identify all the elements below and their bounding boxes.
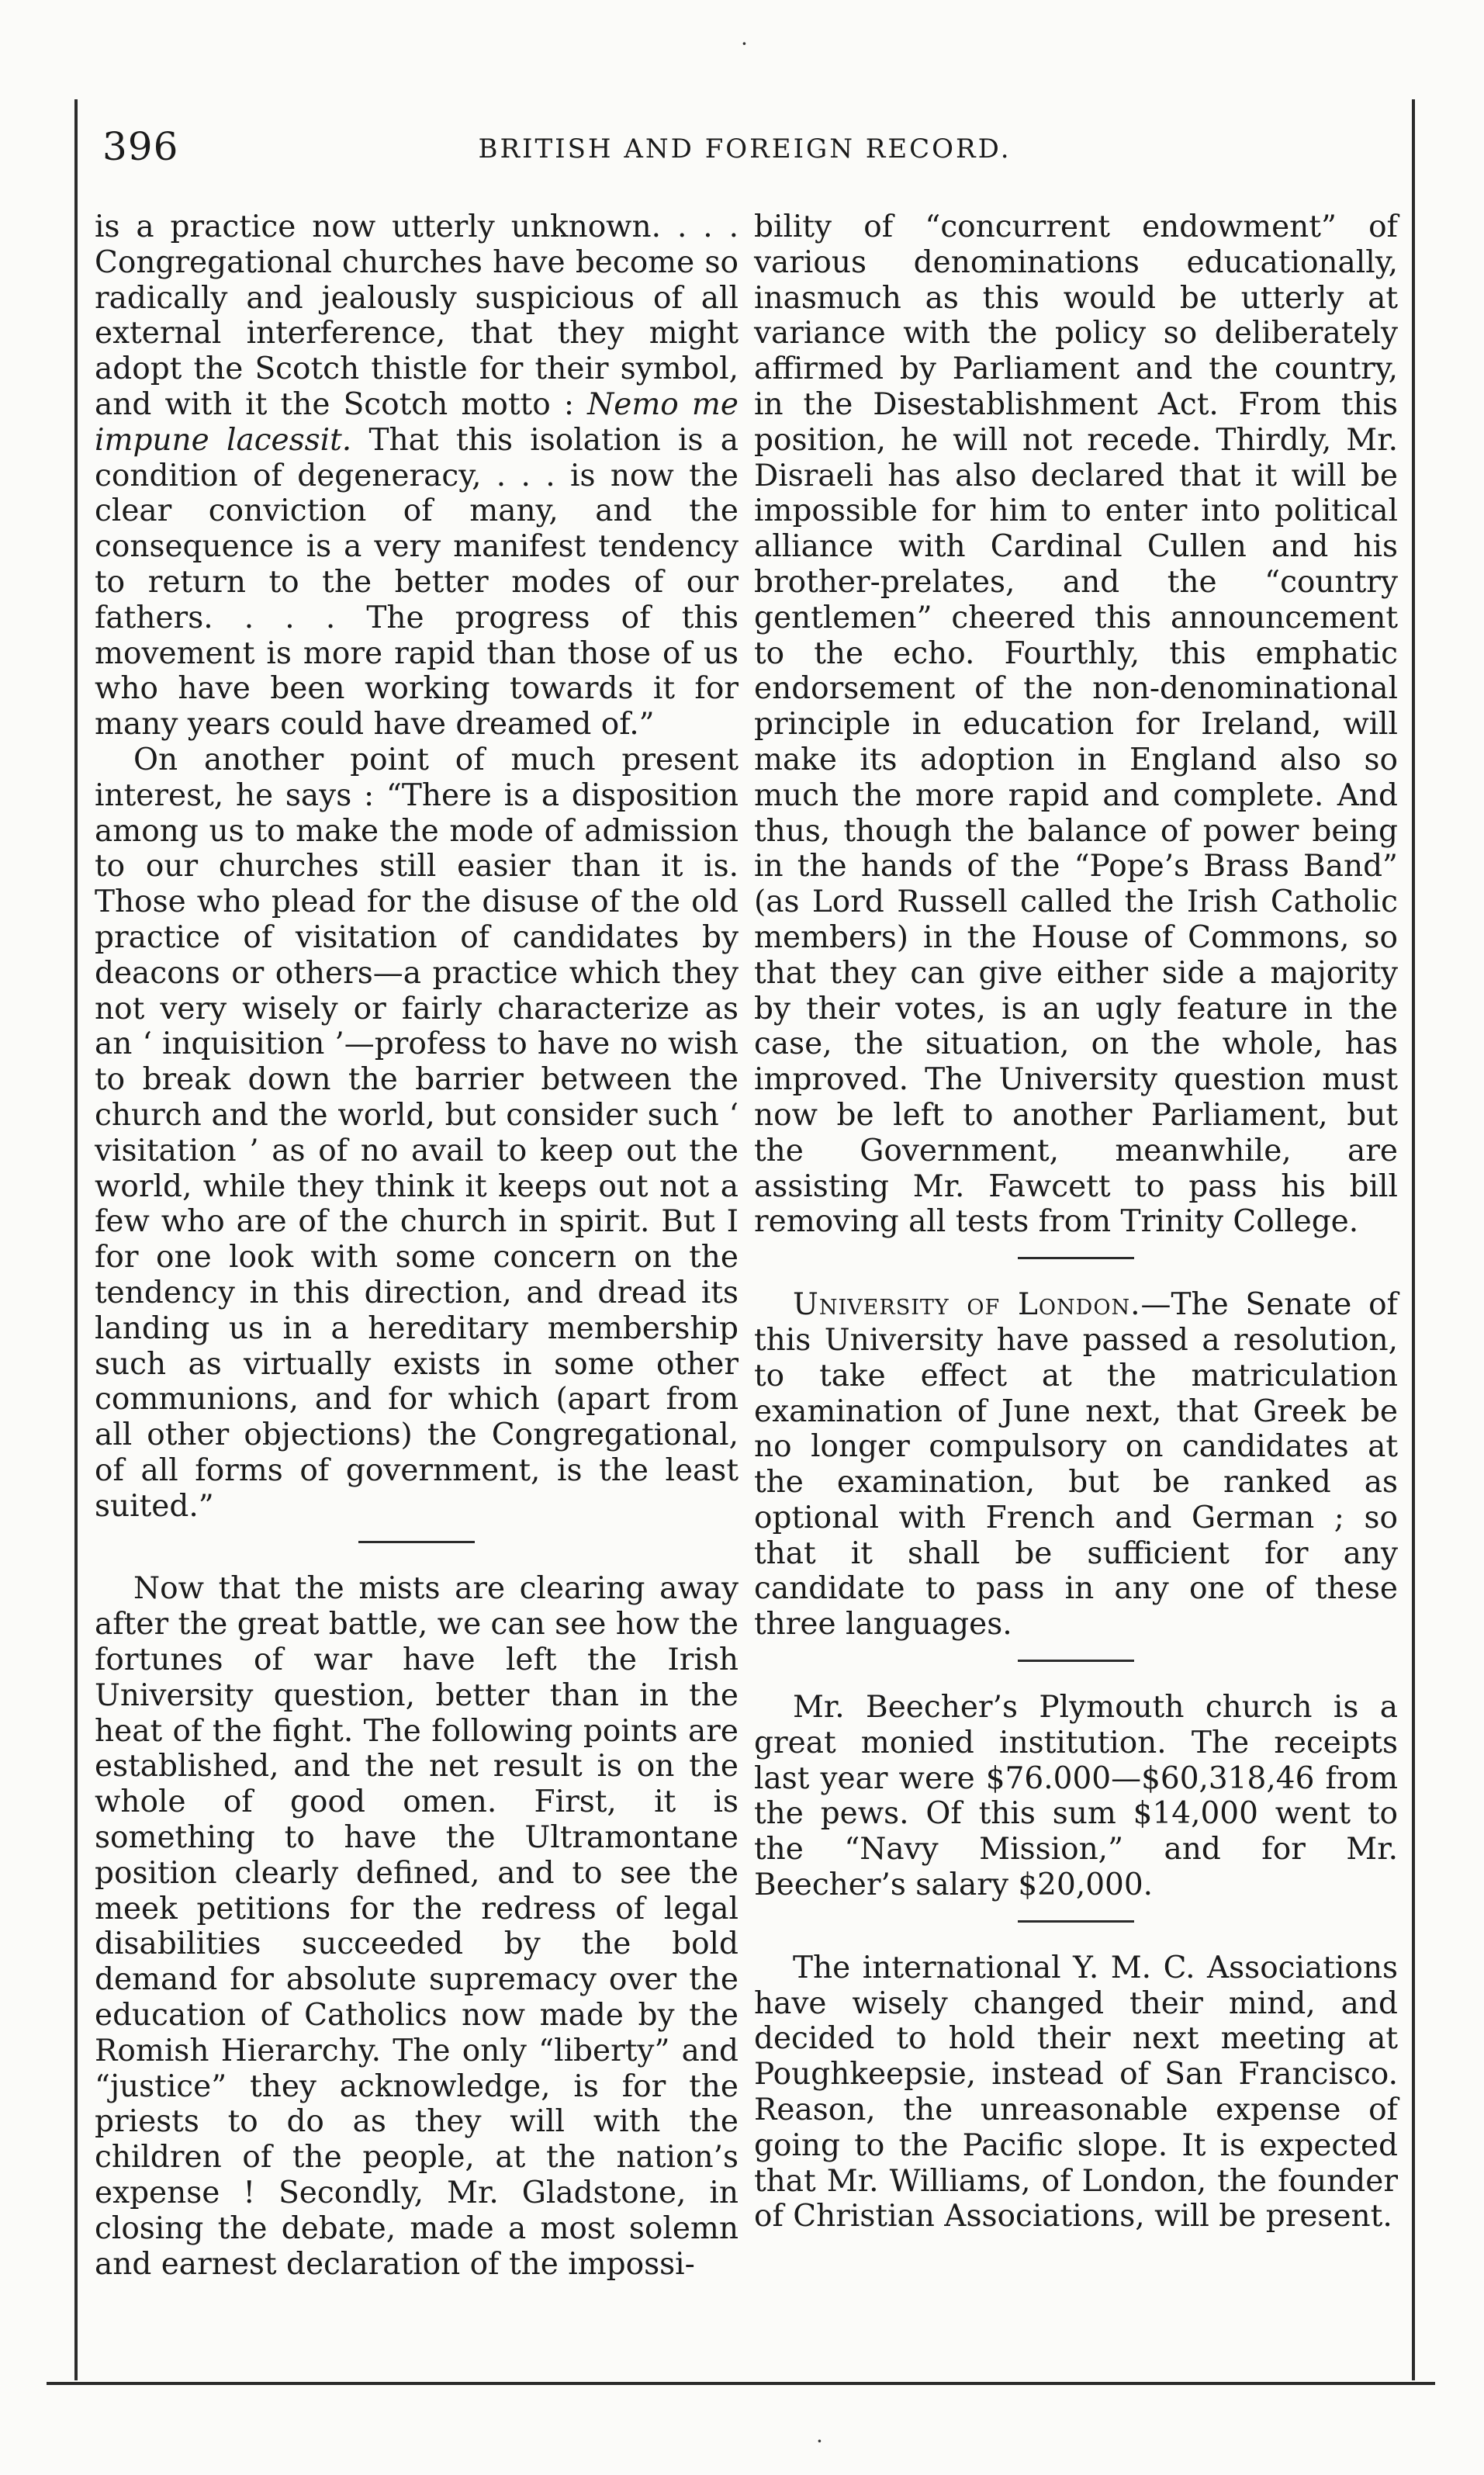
latin-motto: Nemo me impune lacessit. [95, 386, 739, 458]
section-heading-university-of-london: University of London. [793, 1287, 1141, 1323]
left-paragraph-1-text: is a practice now utterly unknown. . . . Congregational churches have become so radically and jealously suspicious of all external interference, that they might adopt the Scotch thistle for their symbol, and with it the Scotch motto : [95, 209, 739, 422]
page-number: 396 [102, 124, 179, 169]
right-paragraph-2-text: —The Senate of this University have passed a resolution, to take effect at the matriculation examination of June next, that Greek be no longer compulsory on candidates at the examination, but be ranked as optional with French and German ; so that it shall be sufficient for any candidate to pass in any one of these three languages. [754, 1287, 1398, 1642]
page-frame [74, 99, 1415, 2380]
running-head: BRITISH AND FOREIGN RECORD. [478, 133, 1012, 164]
page-bottom-rule [47, 2382, 1435, 2385]
right-paragraph-4: The international Y. M. C. Associations have wisely changed their mind, and decided to hold their next meeting at Poughkeepsie, instead of San Francisco. Reason, the unreasonable expense of going to the Pacific slope. It is expected that Mr. Williams, of London, the founder of Christian Associations, will be present. [754, 1950, 1398, 2234]
left-paragraph-1-rest: That this isolation is a condition of degeneracy, . . . is now the clear conviction of many, and the consequence is a very manifest tendency to return to the better modes of our fathers. . . . The progress of this movement is more rapid than those of us who have been working towards it for many years could have dreamed of.” [95, 422, 739, 742]
section-divider [1018, 1660, 1134, 1662]
bottom-speck: · [816, 2428, 823, 2454]
left-paragraph-1 [95, 209, 739, 742]
page-header [93, 124, 1396, 178]
right-paragraph-3: Mr. Beecher’s Plymouth church is a great monied institution. The receipts last year were $76.000—$60,318,46 from the pews. Of this sum $14,000 went to the “Navy Mission,” and for Mr. Beecher’s salary $20,000. [754, 1690, 1398, 1903]
right-column [754, 209, 1398, 2234]
section-divider [1018, 1920, 1134, 1923]
section-divider [358, 1541, 475, 1543]
left-paragraph-3: Now that the mists are clearing away after the great battle, we can see how the fortunes of war have left the Irish University question, better than in the heat of the fight. The following points are established, and the net result is on the whole of good omen. First, it is something to have the Ultramontane position clearly defined, and to see the meek petitions for the redress of legal disabilities succeeded by the bold demand for absolute supremacy over the education of Catholics now made by the Romish Hierarchy. The only “liberty” and “justice” they acknowledge, is for the priests to do as they will with the children of the people, at the nation’s expense ! Secondly, Mr. Gladstone, in closing the debate, made a most solemn and earnest declaration of the impossi- [95, 1571, 739, 2282]
left-column [95, 209, 739, 2282]
right-paragraph-2 [754, 1287, 1398, 1642]
top-speck: · [741, 31, 748, 57]
left-paragraph-2: On another point of much present interest, he says : “There is a disposition among us to make the mode of admission to our churches still easier than it is. Those who plead for the disuse of the old practice of visitation of candidates by deacons or others—a practice which they not very wisely or fairly characterize as an ‘ inquisition ’—profess to have no wish to break down the barrier between the church and the world, but consider such ‘ visitation ’ as of no avail to keep out the world, while they think it keeps out not a few who are of the church in spirit. But I for one look with some concern on the tendency in this direction, and dread its landing us in a hereditary membership such as virtually exists in some other communions, and for which (apart from all other objections) the Congregational, of all forms of government, is the least suited.” [95, 742, 739, 1524]
right-paragraph-1: bility of “concurrent endowment” of various denominations educationally, inasmuch as this would be utterly at variance with the policy so deliberately affirmed by Parliament and the country, in the Disestablishment Act. From this position, he will not recede. Thirdly, Mr. Disraeli has also declared that it will be impossible for him to enter into political alliance with Cardinal Cullen and his brother-prelates, and the “country gentlemen” cheered this announcement to the echo. Fourthly, this emphatic endorsement of the non-denominational principle in education for Ireland, will make its adoption in England also so much the more rapid and complete. And thus, though the balance of power being in the hands of the “Pope’s Brass Band” (as Lord Russell called the Irish Catholic members) in the House of Commons, so that they can give either side a majority by their votes, is an ugly feature in the case, the situation, on the whole, has improved. The University question must now be left to another Parliament, but the Government, meanwhile, are assisting Mr. Fawcett to pass his bill removing all tests from Trinity College. [754, 209, 1398, 1240]
section-divider [1018, 1257, 1134, 1259]
